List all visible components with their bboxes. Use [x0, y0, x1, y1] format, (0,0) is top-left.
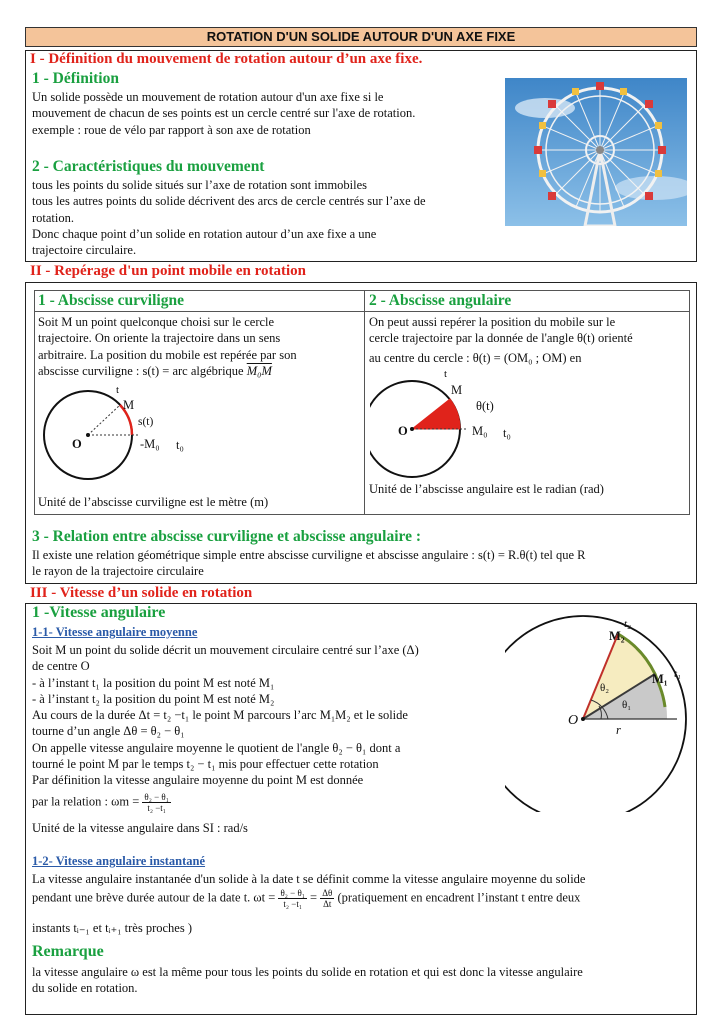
- diagram2-theta-label: θ(t): [476, 399, 494, 413]
- diagram1-s-label: s(t): [138, 416, 154, 428]
- angular-velocity-heading: 1 -Vitesse angulaire: [32, 604, 166, 621]
- curvilinear-text: [38, 314, 363, 379]
- instant-velocity-formula: [32, 888, 697, 909]
- diagram3-m1-label: M₁: [652, 672, 668, 686]
- diagram3-theta1-label: θ₁: [622, 699, 632, 711]
- text-line: Au cours de la durée Δt = t₂ −t₁ le point M parcours l’arc M₁M₂ et le solide: [32, 708, 408, 723]
- angular-heading: 2 - Abscisse angulaire: [369, 292, 512, 309]
- diagram3-theta2-label: θ₂: [600, 682, 610, 694]
- text-line: - à l’instant t₁ la position du point M est noté M₁: [32, 675, 275, 690]
- equals-sign: =: [310, 890, 318, 905]
- fraction-denominator: t₂ −t₁: [147, 803, 166, 813]
- curvilinear-diagram: [40, 380, 240, 490]
- text-span: abscisse curviligne : s(t) = arc algébrique: [38, 363, 244, 378]
- definition-heading: 1 - Définition: [32, 70, 119, 87]
- text-line: trajectoire. On oriente la trajectoire dans un sens: [38, 331, 281, 346]
- text-line: la vitesse angulaire ω est la même pour tous les points du solide en rotation et qui est donc la vitesse angulaire: [32, 965, 583, 979]
- formula-lead: pendant une brève durée autour de la date t. ωt =: [32, 890, 276, 905]
- characteristics-heading: 2 - Caractéristiques du mouvement: [32, 158, 265, 175]
- mean-velocity-heading: 1-1- Vitesse angulaire moyenne: [32, 625, 198, 639]
- diagram1-o-label: O: [72, 437, 82, 451]
- diagram3-t1-label: t₁: [674, 668, 681, 680]
- relation-heading: 3 - Relation entre abscisse curviligne et abscisse angulaire :: [32, 528, 422, 545]
- characteristics-text: [32, 177, 502, 258]
- angular-text: [369, 314, 687, 366]
- mean-velocity-unit: Unité de la vitesse angulaire dans SI : rad/s: [32, 821, 248, 835]
- text-line: arbitraire. La position du mobile est repérée par son: [38, 347, 297, 362]
- text-line: mouvement de chacun de ses points est un cercle centré sur l'axe de rotation.: [32, 106, 416, 121]
- section-1-heading: I - Définition du mouvement de rotation autour d’un axe fixe.: [30, 51, 423, 67]
- text-line: Soit M un point du solide décrit un mouvement circulaire centré sur l’axe (Δ): [32, 643, 419, 657]
- fraction-numerator: θ₂ − θ₁: [144, 792, 169, 802]
- diagram2-o-label: O: [398, 424, 408, 438]
- text-line: rotation.: [32, 210, 75, 225]
- relation-text: [32, 547, 692, 580]
- abscissa-table-divider: [364, 290, 365, 515]
- rotation-diagram: [505, 612, 695, 812]
- mean-velocity-text: [32, 642, 502, 789]
- diagram2-m-label: M: [451, 383, 463, 397]
- text-line-with-arc: [38, 363, 363, 379]
- diagram2-t-label: t: [444, 368, 448, 380]
- text-line: tourné le point M par le temps t₂ − t₁ mis pour effectuer cette rotation: [32, 757, 379, 772]
- remark-text: [32, 964, 697, 997]
- text-line: exemple : roue de vélo par rapport à son axe de rotation: [32, 122, 311, 137]
- text-line: - à l’instant t₂ la position du point M est noté M₂: [32, 691, 275, 706]
- curvilinear-heading: 1 - Abscisse curviligne: [38, 292, 184, 309]
- angular-unit: Unité de l’abscisse angulaire est le radian (rad): [369, 482, 604, 496]
- text-line: Un solide possède un mouvement de rotation autour d'un axe fixe si le: [32, 90, 384, 104]
- definition-text: [32, 89, 502, 138]
- mean-velocity-fraction: [142, 792, 170, 813]
- text-line: au centre du cercle : θ(t) = (OM₀ ; OM) en: [369, 350, 582, 365]
- diagram3-t2-label: t₂: [624, 618, 631, 630]
- text-line: Donc chaque point d’un solide en rotation autour d’un axe fixe a une: [32, 226, 377, 241]
- section-3-heading: III - Vitesse d’un solide en rotation: [30, 585, 253, 601]
- fraction-numerator: Δθ: [322, 888, 333, 898]
- formula-tail: (pratiquement en encadrent l’instant t entre deux: [337, 890, 581, 905]
- delta-fraction: [320, 888, 334, 909]
- text-line: On appelle vitesse angulaire moyenne le quotient de l'angle θ₂ − θ₁ dont a: [32, 740, 401, 755]
- text-line: cercle trajectoire par la donnée de l'angle θ(t) orienté: [369, 331, 633, 346]
- section-2-heading: II - Repérage d'un point mobile en rotation: [30, 263, 306, 279]
- arc-notation: M₀M: [246, 363, 272, 378]
- text-line: tous les autres points du solide décrivent des arcs de cercle centrés sur l’axe de: [32, 194, 426, 209]
- text-line: du solide en rotation.: [32, 981, 138, 996]
- text-line: Il existe une relation géométrique simple entre abscisse curviligne et abscisse angulaire : s(t) = R.θ(t) tel que R: [32, 548, 586, 562]
- text-line: de centre O: [32, 659, 90, 674]
- text-line: le rayon de la trajectoire circulaire: [32, 564, 204, 579]
- curvilinear-unit: Unité de l’abscisse curviligne est le mètre (m): [38, 495, 269, 509]
- text-line: trajectoire circulaire.: [32, 243, 137, 258]
- instant-velocity-line3: instants tᵢ₋₁ et tᵢ₊₁ très proches ): [32, 921, 192, 935]
- instant-velocity-line1: La vitesse angulaire instantanée d'un solide à la date t se définit comme la vitesse angulaire moyenne du solide: [32, 872, 586, 886]
- mean-velocity-formula: [32, 792, 171, 813]
- fraction-denominator: Δt: [323, 899, 332, 909]
- diagram2-m0-label: M₀: [472, 424, 488, 438]
- diagram1-t0-label: t₀: [176, 438, 184, 452]
- diagram1-m0-label: -M₀: [140, 437, 160, 451]
- fraction-numerator: θ₂ − θ₁: [280, 888, 305, 898]
- fraction-denominator: t₂ −t₁: [283, 899, 302, 909]
- diagram3-o-label: O: [568, 713, 579, 728]
- ferris-wheel-image: [505, 78, 687, 226]
- text-line: Soit M un point quelconque choisi sur le cercle: [38, 315, 275, 329]
- formula-lead: par la relation : ωm =: [32, 794, 140, 809]
- instant-velocity-heading: 1-2- Vitesse angulaire instantané: [32, 854, 206, 868]
- abscissa-table-hline: [34, 311, 690, 312]
- diagram3-m2-label: M₂: [609, 629, 625, 643]
- text-line: tous les points du solide situés sur l’axe de rotation sont immobiles: [32, 178, 368, 192]
- page-title: ROTATION D'UN SOLIDE AUTOUR D'UN AXE FIXE: [25, 27, 697, 47]
- diagram1-t-label: t: [116, 384, 120, 396]
- diagram3-r-label: r: [616, 723, 621, 737]
- diagram1-m-label: M: [123, 398, 135, 412]
- text-line: tourne d’un angle Δθ = θ₂ − θ₁: [32, 724, 185, 739]
- text-line: Par définition la vitesse angulaire moyenne du point M est donnée: [32, 773, 364, 788]
- diagram2-t0-label: t₀: [503, 426, 511, 440]
- instant-velocity-fraction: [278, 888, 306, 909]
- remark-heading: Remarque: [32, 943, 104, 960]
- text-line: On peut aussi repérer la position du mobile sur le: [369, 315, 616, 329]
